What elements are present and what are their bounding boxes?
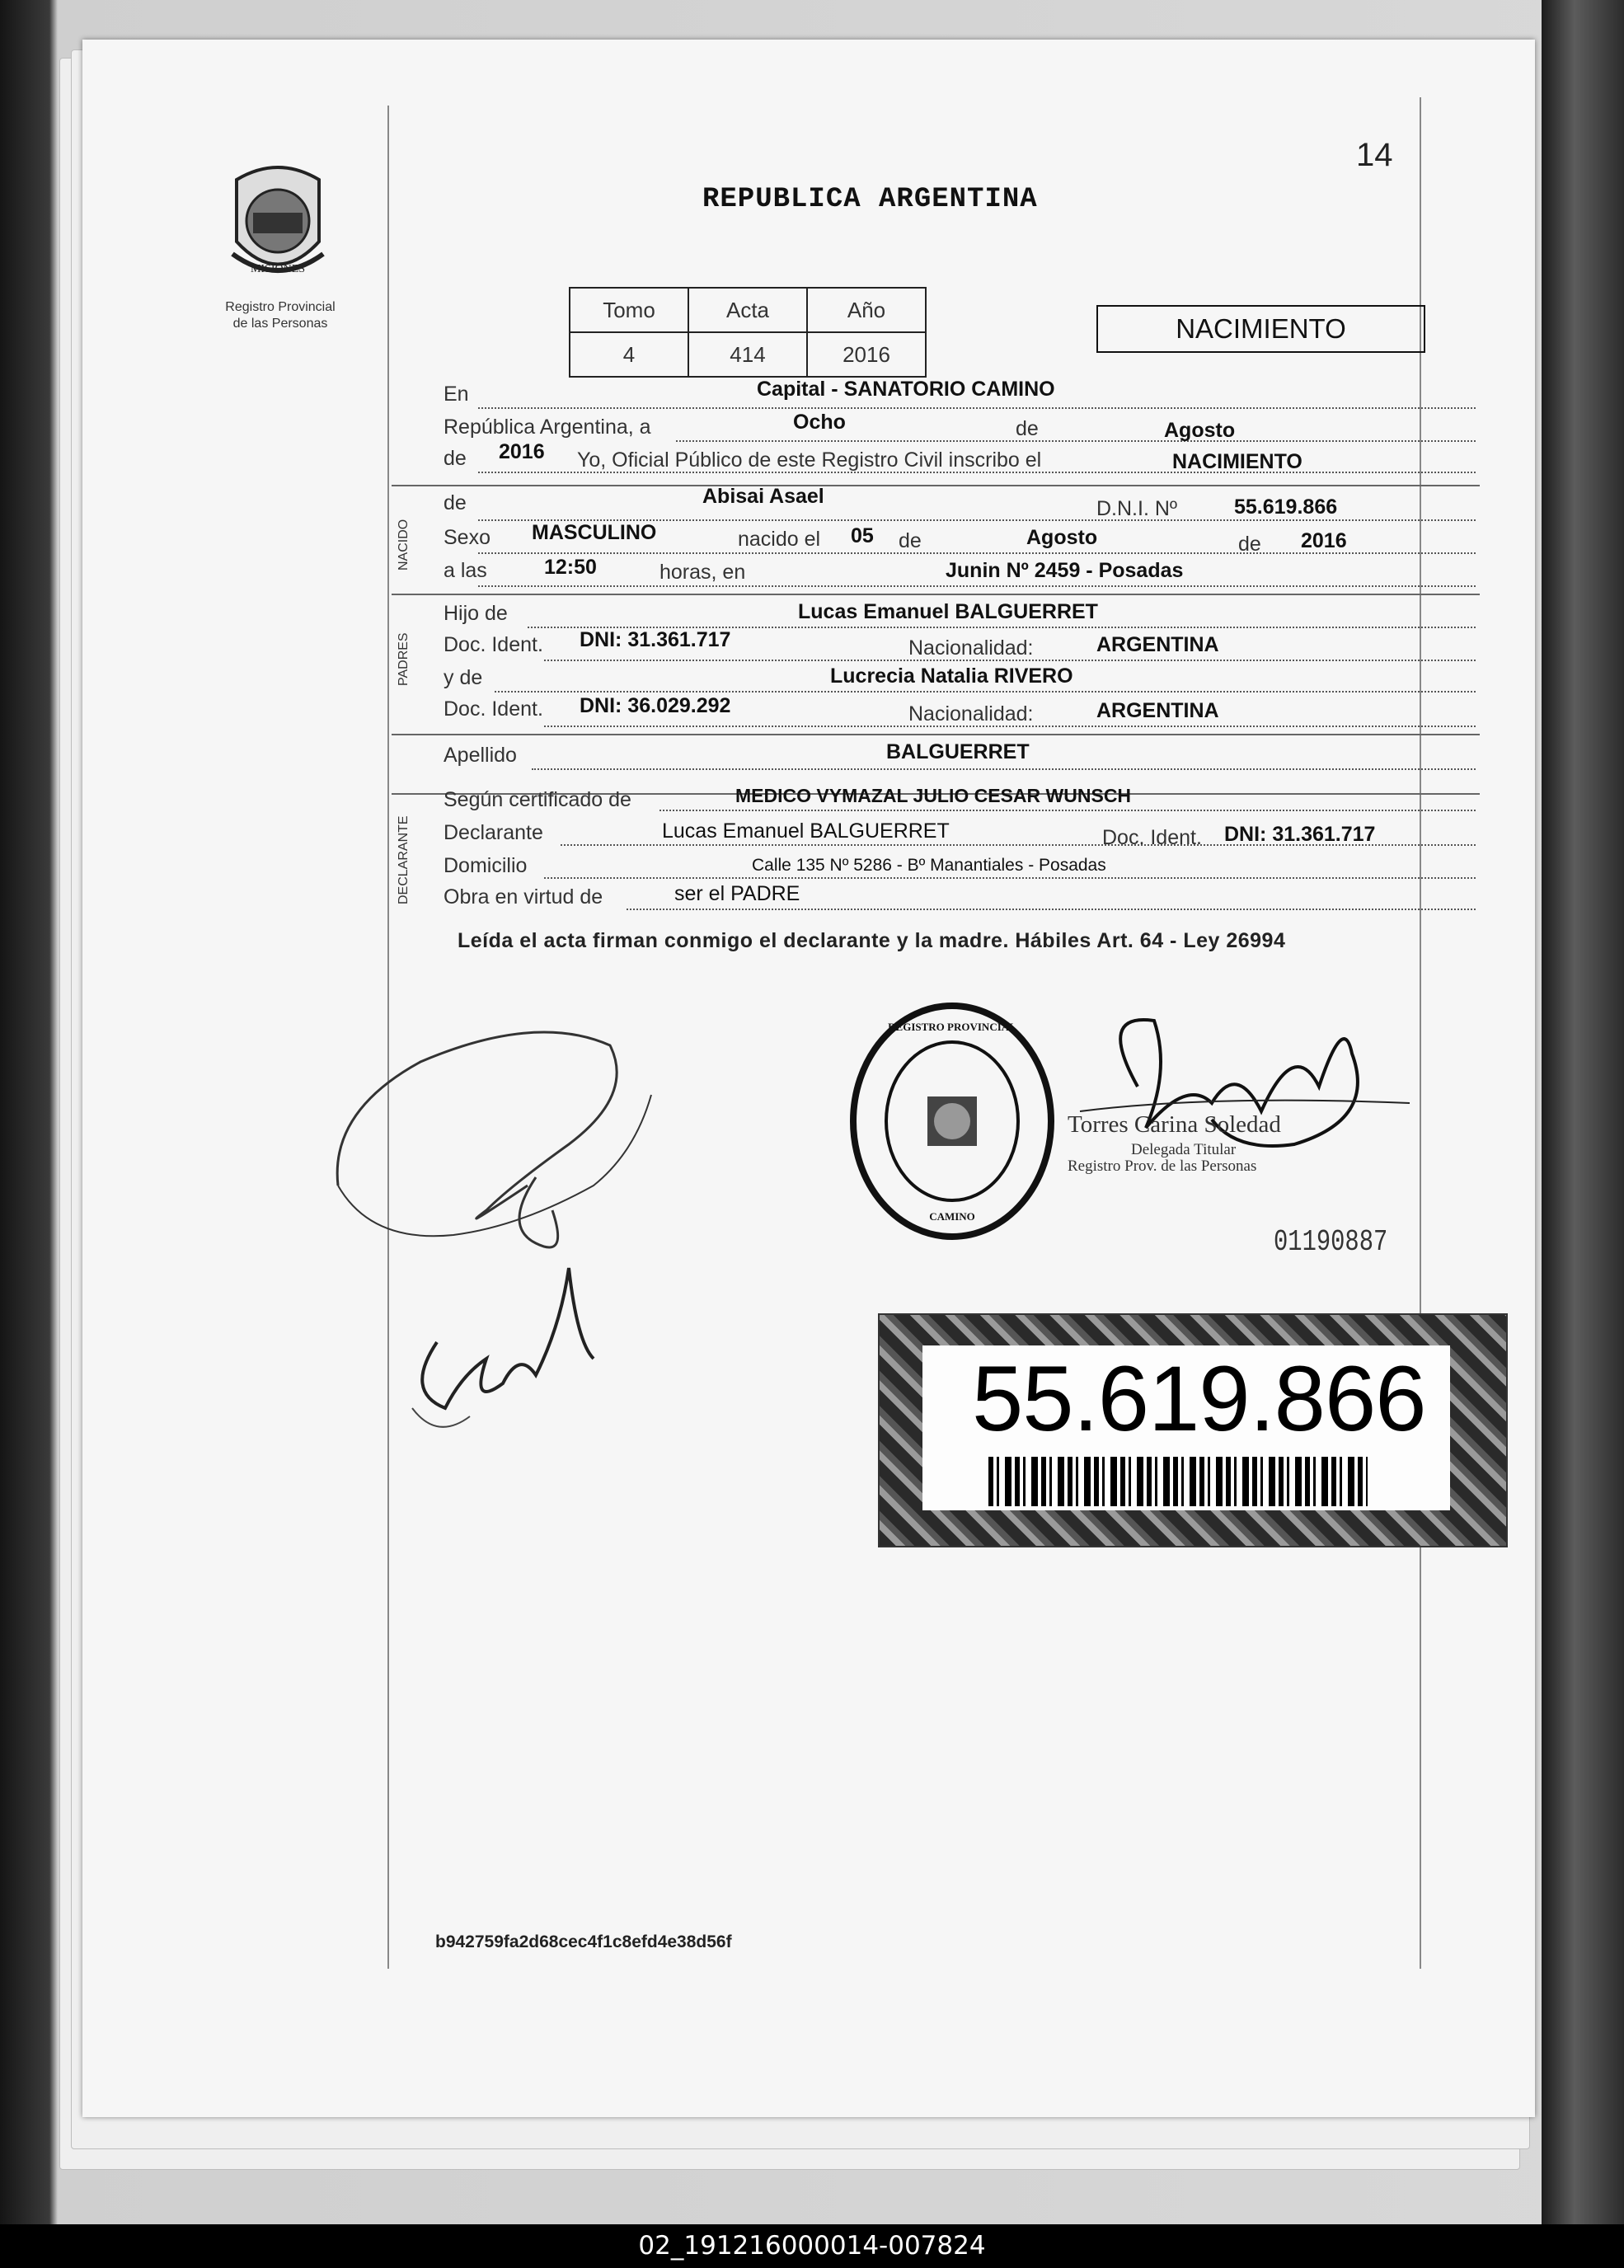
header-ano: Año (807, 288, 926, 332)
logo-line-1: Registro Provincial (225, 300, 336, 314)
rule (478, 552, 1476, 554)
domicilio-value: Calle 135 Nº 5286 - Bº Manantiales - Posadas (752, 856, 1106, 875)
official-text: Yo, Oficial Público de este Registro Civil inscribo el (577, 448, 1042, 472)
horas-label: horas, en (659, 561, 746, 584)
de-label: de (1016, 417, 1039, 440)
section-divider (392, 734, 1480, 735)
act-value: NACIMIENTO (1172, 450, 1302, 473)
document-hash: b942759fa2d68cec4f1c8efd4e38d56f (435, 1932, 732, 1951)
file-identifier-bar: 02_191216000014-007824 (0, 2224, 1624, 2268)
obra-value: ser el PADRE (674, 882, 800, 905)
mother-name: Lucrecia Natalia RIVERO (830, 664, 1073, 688)
sexo-label: Sexo (444, 526, 490, 549)
header-acta: Acta (688, 288, 807, 332)
month-value: Agosto (1164, 419, 1236, 442)
rule (544, 660, 1476, 661)
svg-text:MISIONES: MISIONES (250, 263, 306, 275)
nacido-el-label: nacido el (738, 528, 821, 551)
svg-text:REGISTRO PROVINCIAL: REGISTRO PROVINCIAL (888, 1021, 1016, 1033)
declarante-name: Lucas Emanuel BALGUERRET (662, 819, 950, 843)
cert-value: MEDICO VYMAZAL JULIO CESAR WUNSCH (735, 785, 1132, 806)
rule (495, 691, 1476, 693)
page-number: 14 (1356, 137, 1393, 173)
declarante-doc-label: Doc. Ident. (1102, 826, 1202, 849)
country-title: REPUBLICA ARGENTINA (702, 184, 1038, 215)
domicilio-label: Domicilio (444, 854, 528, 877)
province-coat-of-arms-icon (224, 163, 331, 295)
year-value: 2016 (499, 440, 545, 463)
father-doc: DNI: 31.361.717 (580, 628, 731, 651)
nacido-section-label: NACIDO (397, 519, 411, 571)
logo-line-2: de las Personas (232, 317, 328, 331)
dni-label: D.N.I. Nº (1096, 497, 1178, 520)
republica-label: República Argentina, a (444, 416, 651, 439)
official-seal-icon (841, 998, 1063, 1245)
father-doc-label: Doc. Ident. (444, 633, 543, 656)
apellido-label: Apellido (444, 744, 517, 767)
value-ano: 2016 (807, 332, 926, 377)
en-label: En (444, 383, 469, 406)
declarante-label: Declarante (444, 821, 543, 844)
birth-year: 2016 (1301, 529, 1347, 552)
barcode-icon (988, 1457, 1368, 1506)
rule (676, 440, 1476, 442)
birth-day: 05 (851, 524, 874, 547)
dni-sticker-number: 55.619.866 (972, 1347, 1426, 1450)
rule (544, 877, 1476, 879)
official-title: Delegada Titular (1131, 1141, 1237, 1158)
rule (478, 585, 1476, 587)
official-org: Registro Prov. de las Personas (1068, 1157, 1257, 1175)
sexo-value: MASCULINO (532, 521, 657, 544)
de-label-2: de (899, 529, 922, 552)
cert-label: Según certificado de (444, 788, 631, 811)
apellido-value: BALGUERRET (886, 740, 1030, 763)
mother-doc: DNI: 36.029.292 (580, 694, 731, 717)
child-name: Abisai Asael (702, 485, 824, 508)
rule (561, 844, 1476, 846)
y-de-label: y de (444, 666, 483, 689)
child-dni: 55.619.866 (1234, 495, 1338, 519)
header-tomo: Tomo (570, 288, 688, 332)
a-las-label: a las (444, 559, 487, 582)
mother-nationality: ARGENTINA (1096, 699, 1219, 722)
mother-doc-label: Doc. Ident. (444, 697, 543, 721)
act-type-box: NACIMIENTO (1096, 305, 1425, 353)
photo-background-right (1542, 0, 1624, 2268)
section-divider (392, 594, 1480, 595)
father-name: Lucas Emanuel BALGUERRET (798, 600, 1098, 623)
mother-nat-label: Nacionalidad: (908, 702, 1034, 725)
de-name-label: de (444, 491, 467, 514)
value-acta: 414 (688, 332, 807, 377)
birth-time: 12:50 (544, 556, 597, 579)
rule (627, 909, 1476, 910)
obra-label: Obra en virtud de (444, 885, 603, 909)
serial-number: 01190887 (1274, 1225, 1388, 1259)
closing-text: Leída el acta firman conmigo el declarante y la madre. Hábiles Art. 64 - Ley 26994 (458, 929, 1286, 952)
father-nat-label: Nacionalidad: (908, 636, 1034, 660)
rule (659, 810, 1476, 811)
hijo-de-label: Hijo de (444, 602, 508, 625)
rule (478, 472, 1476, 473)
father-nationality: ARGENTINA (1096, 633, 1219, 656)
svg-text:CAMINO: CAMINO (929, 1210, 975, 1223)
rule (478, 407, 1476, 409)
birth-place: Junin Nº 2459 - Posadas (946, 559, 1184, 582)
declarant-signature-icon (322, 996, 833, 1458)
official-name: Torres Carina Soledad (1068, 1111, 1281, 1138)
value-tomo: 4 (570, 332, 688, 377)
birth-month: Agosto (1026, 526, 1098, 549)
dni-security-sticker (878, 1313, 1508, 1547)
rule (532, 768, 1476, 770)
declarante-section-label: DECLARANTE (397, 815, 411, 904)
de2-label: de (444, 447, 467, 470)
registry-table (569, 287, 927, 378)
de-label-3: de (1238, 533, 1261, 556)
registry-logo-caption (198, 299, 363, 332)
section-divider (392, 485, 1480, 486)
day-value: Ocho (793, 411, 846, 434)
padres-section-label: PADRES (397, 632, 411, 686)
rule (544, 725, 1476, 727)
dni-sticker-label (922, 1345, 1450, 1510)
birth-certificate-page (82, 40, 1535, 2117)
declarante-doc: DNI: 31.361.717 (1224, 823, 1376, 846)
place-value: Capital - SANATORIO CAMINO (757, 378, 1055, 401)
